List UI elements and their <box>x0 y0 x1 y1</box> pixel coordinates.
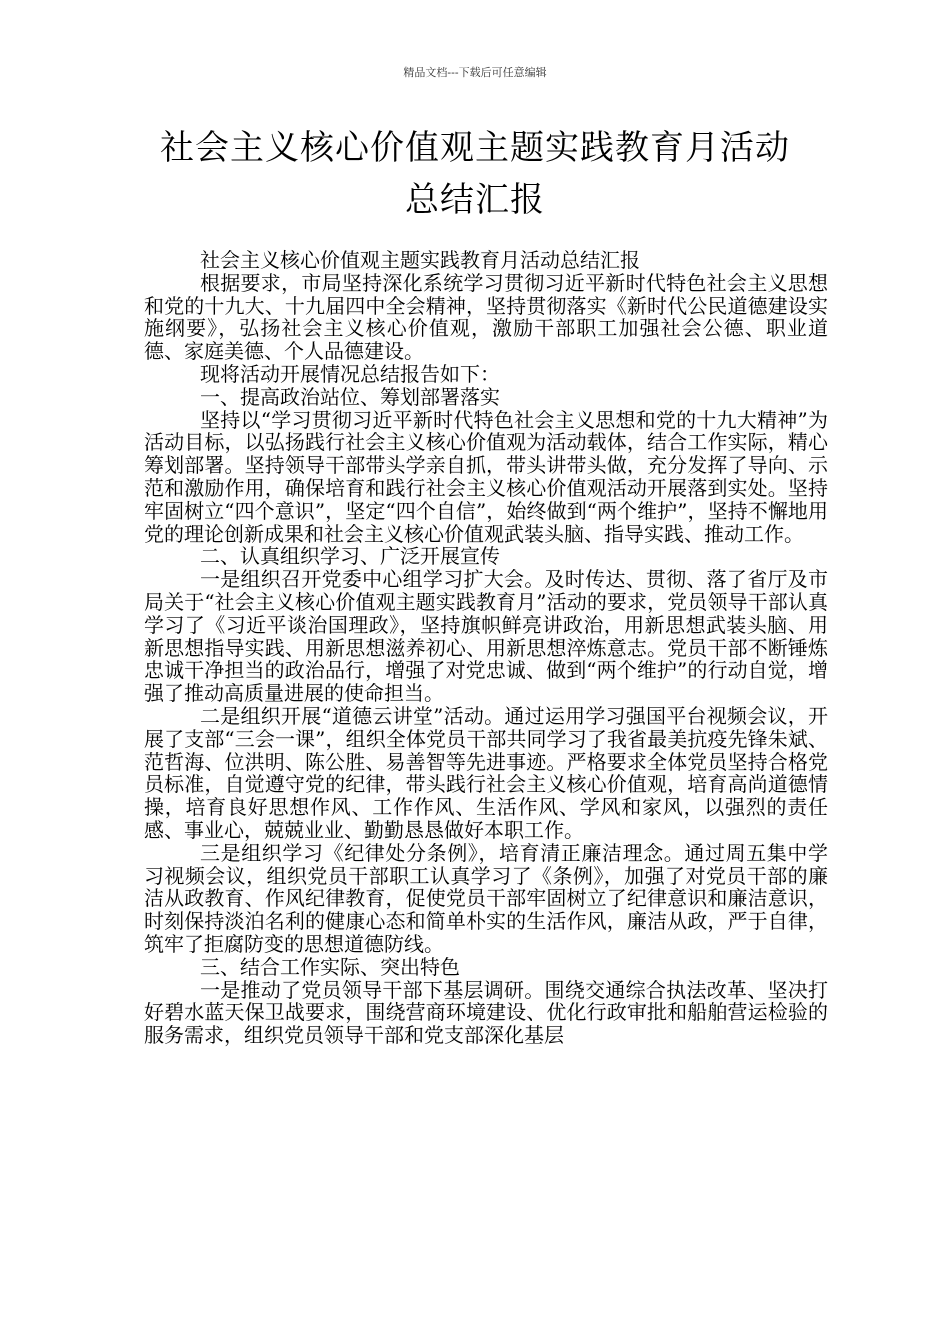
section-3-item-1: 一是推动了党员领导干部下基层调研。围绕交通综合执法改革、坚决打好碧水蓝天保卫战要求，围绕营商环境建设、优化行政审批和船舶营运检验的服务需求，组织党员领导干部和党支部深化基层 <box>144 977 828 1048</box>
body-subtitle: 社会主义核心价值观主题实践教育月活动总结汇报 <box>200 248 640 272</box>
section-heading-1: 一、提高政治站位、筹划部署落实 <box>200 384 500 409</box>
section-heading-2: 二、认真组织学习、广泛开展宣传 <box>200 544 500 569</box>
section-1-paragraph: 坚持以“学习贯彻习近平新时代特色社会主义思想和党的十九大精神”为活动目标，以弘扬践行社会主义核心价值观为活动载体，结合工作实际，精心筹划部署。坚持领导干部带头学亲自抓，带头讲带头做，充分发挥了导向、示范和激励作用，确保培育和践行社会主义核心价值观活动开展落到实处。坚持牢固树立“四个意识”，坚定“四个自信”，始终做到“两个维护”，坚持不懈地用党的理论创新成果和社会主义核心价值观武装头脑、指导实践、推动工作。 <box>144 407 828 546</box>
document-title <box>110 122 840 226</box>
section-2-item-1: 一是组织召开党委中心组学习扩大会。及时传达、贯彻、落了省厅及市局关于“社会主义核心价值观主题实践教育月”活动的要求，党员领导干部认真学习了《习近平谈治国理政》，坚持旗帜鲜亮讲政治，用新思想武装头脑、用新思想指导实践、用新思想滋养初心、用新思想淬炼意志。党员干部不断锤炼忠诚干净担当的政治品行，增强了对党忠诚、做到“两个维护”的行动自觉，增强了推动高质量进展的使命担当。 <box>144 567 828 706</box>
document-title-line-2: 总结汇报 <box>405 180 545 220</box>
section-2-item-2: 二是组织开展“道德云讲堂”活动。通过运用学习强国平台视频会议，开展了支部“三会一课”，组织全体党员干部共同学习了我省最美抗疫先锋朱斌、范哲海、位洪明、陈公胜、易善智等先进事迹。严格要求全体党员坚持合格党员标准，自觉遵守党的纪律，带头践行社会主义核心价值观，培育高尚道德情操，培育良好思想作风、工作作风、生活作风、学风和家风，以强烈的责任感、事业心，兢兢业业、勤勤恳恳做好本职工作。 <box>144 703 828 842</box>
document-body <box>144 249 828 1047</box>
report-lead-in: 现将活动开展情况总结报告如下： <box>200 361 500 386</box>
section-heading-3: 三、结合工作实际、突出特色 <box>200 954 460 979</box>
intro-paragraph: 根据要求，市局坚持深化系统学习贯彻习近平新时代特色社会主义思想和党的十九大、十九届四中全会精神，坚持贯彻落实《新时代公民道德建设实施纲要》，弘扬社会主义核心价值观，激励干部职工加强社会公德、职业道德、家庭美德、个人品德建设。 <box>144 270 828 364</box>
document-title-line-1: 社会主义核心价值观主题实践教育月活动 <box>160 128 790 168</box>
page-header-note: 精品文档---下载后可任意编辑 <box>403 66 547 79</box>
section-2-item-3: 三是组织学习《纪律处分条例》，培育清正廉洁理念。通过周五集中学习视频会议，组织党员干部职工认真学习了《条例》，加强了对党员干部的廉洁从政教育、作风纪律教育，促使党员干部牢固树立了纪律意识和廉洁意识，时刻保持淡泊名利的健康心态和简单朴实的生活作风，廉洁从政，严于自律，筑牢了拒腐防变的思想道德防线。 <box>144 840 828 956</box>
